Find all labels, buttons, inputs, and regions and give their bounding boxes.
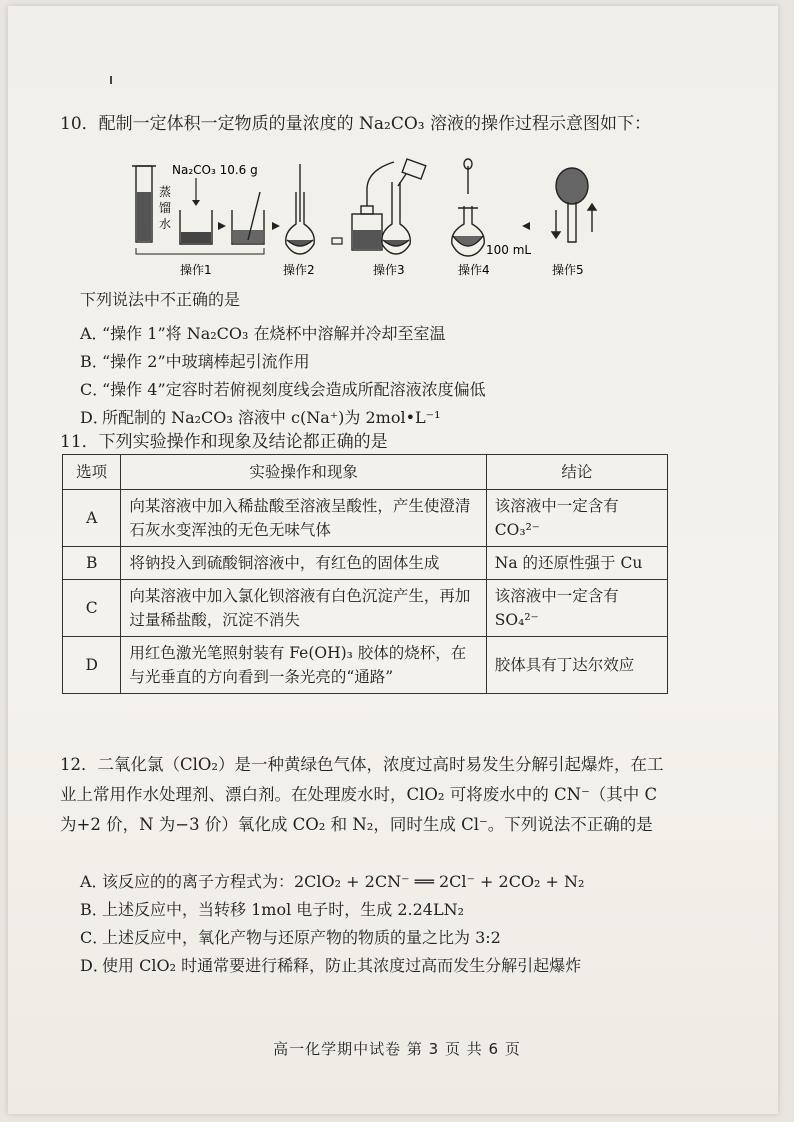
q12-stem: 12．二氧化氯（ClO₂）是一种黄绿色气体，浓度过高时易发生分解引起爆炸，在工业上常用作水处理剂、漂白剂。在处理废水时，ClO₂ 可将废水中的 CN⁻（其中 C 为+2 价，N 为−3 价）氧化成 CO₂ 和 N₂，同时生成 Cl⁻。下列说法不正确的是 <box>60 755 664 834</box>
row-option: D <box>63 637 121 694</box>
q10-prompt: 下列说法中不正确的是 <box>80 290 241 309</box>
step-2-label: 操作2 <box>283 263 315 277</box>
row-option: C <box>63 580 121 637</box>
option-text: 使用 ClO₂ 时通常要进行稀释，防止其浓度过高而发生分解引起爆炸 <box>102 956 582 975</box>
step-1-label: 操作1 <box>180 263 212 277</box>
option-text: 上述反应中，当转移 1mol 电子时，生成 2.24LN₂ <box>102 900 465 919</box>
q11-title: 11．下列实验操作和现象及结论都正确的是 <box>60 432 388 452</box>
option-letter: A． <box>80 872 108 891</box>
row-conclusion: 该溶液中一定含有 SO₄²⁻ <box>486 580 667 637</box>
option-text: 上述反应中，氧化产物与还原产物的物质的量之比为 3:2 <box>102 928 501 947</box>
q12-option-d <box>80 954 581 978</box>
step-3-label: 操作3 <box>373 263 405 277</box>
reagent-label: Na₂CO₃ 10.6 g <box>172 163 258 177</box>
row-operation: 将钠投入到硫酸铜溶液中，有红色的固体生成 <box>121 547 486 580</box>
option-letter: D． <box>80 408 109 427</box>
option-letter: B． <box>80 900 108 919</box>
row-operation: 向某溶液中加入稀盐酸至溶液呈酸性，产生使澄清石灰水变浑浊的无色无味气体 <box>121 490 486 547</box>
q11-table <box>62 454 668 694</box>
table-row <box>63 637 668 694</box>
wash-bottle-step3 <box>352 162 394 250</box>
flask-volume-label: 100 mL <box>486 243 532 257</box>
table-row <box>63 547 668 580</box>
option-letter: A． <box>80 324 108 343</box>
option-text: “操作 4”定容时若俯视刻度线会造成所配溶液浓度偏低 <box>102 380 486 399</box>
pen-mark <box>110 76 112 84</box>
q10-option-a <box>80 322 446 346</box>
q12-option-a <box>80 870 584 894</box>
inverted-flask-step5 <box>552 168 596 242</box>
row-conclusion: Na 的还原性强于 Cu <box>486 547 667 580</box>
row-conclusion: 该溶液中一定含有 CO₃²⁻ <box>486 490 667 547</box>
q10-option-d <box>80 406 441 430</box>
q10-title: 10．配制一定体积一定物质的量浓度的 Na₂CO₃ 溶液的操作过程示意图如下： <box>60 114 652 134</box>
header-operation: 实验操作和现象 <box>121 455 486 490</box>
header-option: 选项 <box>63 455 121 490</box>
table-row <box>63 490 668 547</box>
table-row <box>63 580 668 637</box>
row-option: A <box>63 490 121 547</box>
option-letter: B． <box>80 352 108 371</box>
option-text: “操作 2”中玻璃棒起引流作用 <box>102 352 310 371</box>
option-text: “操作 1”将 Na₂CO₃ 在烧杯中溶解并冷却至室温 <box>102 324 446 343</box>
option-text: 该反应的的离子方程式为：2ClO₂ + 2CN⁻ ══ 2Cl⁻ + 2CO₂ + N₂ <box>102 872 585 891</box>
water-label-2: 馏 <box>159 201 172 215</box>
row-operation: 用红色激光笔照射装有 Fe(OH)₃ 胶体的烧杯，在与光垂直的方向看到一条光亮的“通路” <box>121 637 486 694</box>
step-5-label: 操作5 <box>552 263 584 277</box>
option-letter: D． <box>80 956 109 975</box>
distilled-water-cylinder <box>132 166 156 242</box>
beaker-1 <box>180 210 212 244</box>
q10-option-c <box>80 378 486 402</box>
q12-option-c <box>80 926 501 950</box>
q10-option-b <box>80 350 310 374</box>
step-4-label: 操作4 <box>458 263 490 277</box>
q12-option-b <box>80 898 464 922</box>
volumetric-flask-step2 <box>286 164 315 254</box>
page-footer: 高一化学期中试卷 第 3 页 共 6 页 <box>273 1040 521 1058</box>
option-letter: C． <box>80 380 109 399</box>
row-conclusion: 胶体具有丁达尔效应 <box>486 637 667 694</box>
row-operation: 向某溶液中加入氯化钡溶液有白色沉淀产生，再加过量稀盐酸，沉淀不消失 <box>121 580 486 637</box>
header-conclusion: 结论 <box>486 455 667 490</box>
q10-diagram <box>128 152 598 282</box>
table-header-row <box>63 455 668 490</box>
option-text: 所配制的 Na₂CO₃ 溶液中 c(Na⁺)为 2mol•L⁻¹ <box>102 408 441 427</box>
beaker-2-with-rod <box>232 192 264 244</box>
option-letter: C． <box>80 928 109 947</box>
dropper-step4 <box>452 159 485 256</box>
water-label-3: 水 <box>159 217 172 231</box>
volumetric-flask-step3 <box>382 159 426 254</box>
row-option: B <box>63 547 121 580</box>
water-label-1: 蒸 <box>159 185 172 199</box>
